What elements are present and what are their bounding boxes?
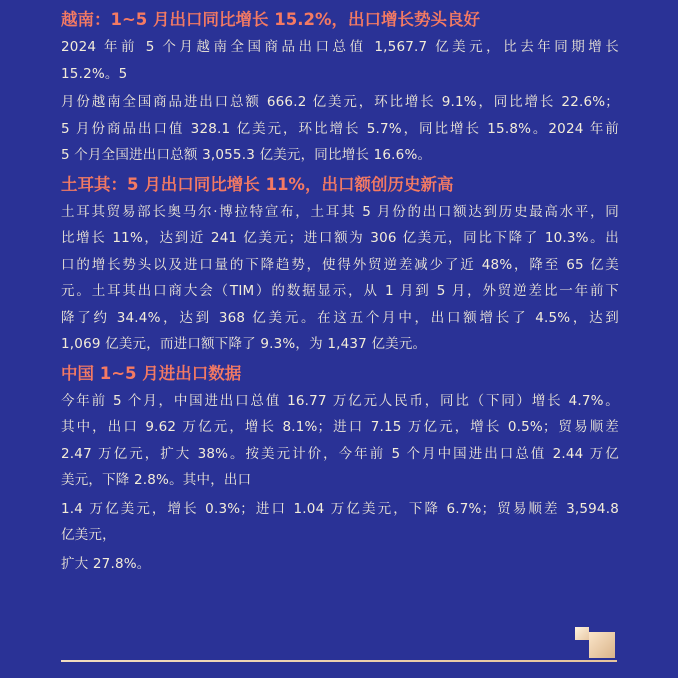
text-line: 亿美元， (61, 527, 116, 543)
paragraph-turkey (61, 199, 619, 358)
text-line: 口的增长势头以及进口量的下降趋势，使得外贸逆差减少了近 48%，降至 65 亿美 (61, 256, 619, 273)
text-line: 1,069 亿美元，而进口额下降了 9.3%，为 1,437 亿美元。 (61, 336, 427, 352)
corner-squares-decoration (575, 625, 617, 661)
text-line: 月份越南全国商品进出口总额 666.2 亿美元，环比增长 9.1%，同比增长 22.6%； (61, 94, 619, 110)
text-line: 5 月份商品出口值 328.1 亿美元，环比增长 5.7%，同比增长 15.8%。2024 年前 (61, 120, 619, 137)
paragraph-vietnam-1 (61, 34, 619, 87)
text-line: 土耳其贸易部长奥马尔·博拉特宣布，土耳其 5 月份的出口额达到历史最高水平，同 (61, 203, 619, 220)
paragraph-china-2 (61, 496, 619, 549)
text-line: 扩大 27.8%。 (61, 555, 151, 572)
text-line: 15.2%。5 (61, 65, 128, 82)
section-heading-china: 中国 1~5 月进出口数据 (61, 363, 242, 383)
section-heading-turkey: 土耳其：5 月出口同比增长 11%，出口额创历史新高 (61, 174, 454, 194)
text-line: 美元，下降 2.8%。其中，出口 (61, 472, 252, 488)
article-content (61, 6, 619, 579)
text-line: 今年前 5 个月，中国进出口总值 16.77 万亿元人民币，同比（下同）增长 4.7%。 (61, 392, 619, 409)
paragraph-china-1 (61, 388, 619, 494)
large-square-shape (589, 632, 615, 658)
text-line: 其中，出口 9.62 万亿元，增长 8.1%；进口 7.15 万亿元，增长 0.5%；贸易顺差 (61, 419, 619, 435)
text-line: 5 个月全国进出口总额 3,055.3 亿美元，同比增长 16.6%。 (61, 147, 432, 163)
text-line: 2.47 万亿元，扩大 38%。按美元计价，今年前 5 个月中国进出口总值 2.44 万亿 (61, 445, 619, 462)
text-line: 元。土耳其出口商大会（TIM）的数据显示，从 1 月到 5 月，外贸逆差比一年前下 (61, 283, 619, 299)
text-line: 1.4 万亿美元，增长 0.3%；进口 1.04 万亿美元，下降 6.7%；贸易顺差 3,594.8 (61, 500, 619, 517)
text-line: 降了约 34.4%，达到 368 亿美元。在这五个月中，出口额增长了 4.5%，达到 (61, 309, 619, 326)
text-line: 比增长 11%，达到近 241 亿美元；进口额为 306 亿美元，同比下降了 10.3%。出 (61, 230, 619, 246)
paragraph-china-3 (61, 551, 619, 578)
bottom-divider (61, 660, 617, 662)
section-heading-vietnam: 越南：1~5 月出口同比增长 15.2%，出口增长势头良好 (61, 10, 481, 29)
small-square-shape (575, 627, 589, 640)
text-line: 2024 年前 5 个月越南全国商品出口总值 1,567.7 亿美元，比去年同期增长 (61, 39, 619, 55)
paragraph-vietnam-2 (61, 89, 619, 169)
